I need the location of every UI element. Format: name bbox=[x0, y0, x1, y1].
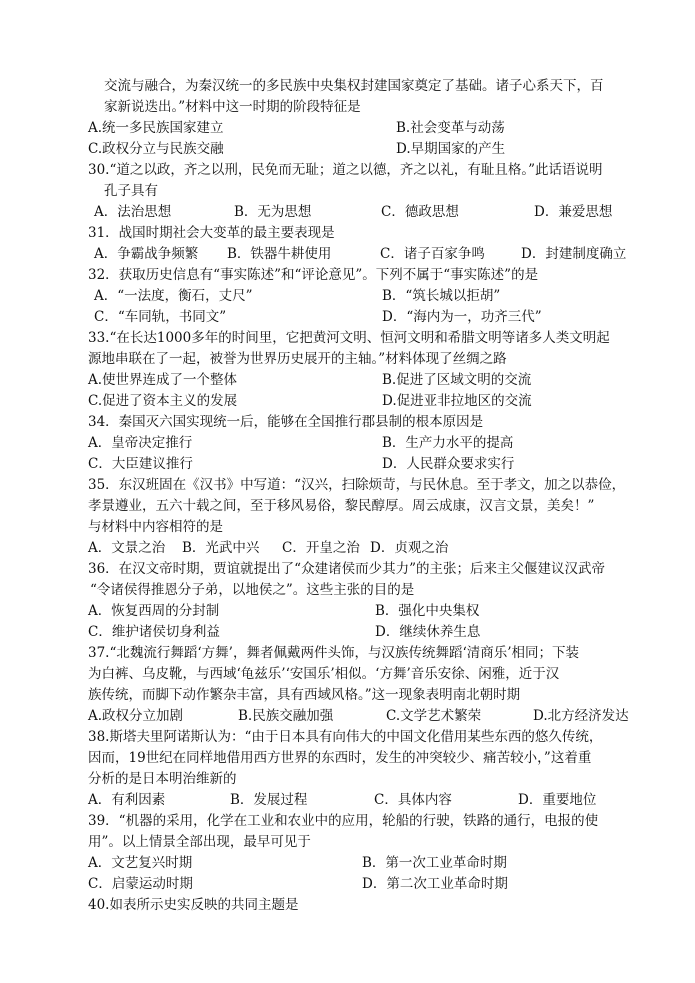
option-c: C.促进了资本主义的发展 bbox=[88, 393, 238, 409]
option-d: D．人民群众要求实行 bbox=[382, 456, 515, 472]
option-c: C.文学艺术繁荣 bbox=[386, 708, 482, 724]
option-b: B．发展过程 bbox=[230, 792, 308, 808]
option-a: A．争霸战争频繁 bbox=[94, 246, 199, 262]
option-b: B.社会变革与动荡 bbox=[396, 120, 505, 136]
question-36-stem: 36．在汉文帝时期，贾谊就提出了“众建诸侯而少其力”的主张；后来主父偃建议汉武帝 bbox=[88, 561, 605, 577]
option-a: A．有利因素 bbox=[88, 792, 166, 808]
option-d: D．“海内为一，功齐三代” bbox=[382, 309, 542, 325]
option-c: C．诸子百家争鸣 bbox=[380, 246, 485, 262]
question-34-stem: 34．秦国灭六国实现统一后，能够在全国推行郡县制的根本原因是 bbox=[88, 414, 484, 430]
question-31-stem: 31．战国时期社会大变革的最主要表现是 bbox=[88, 225, 335, 241]
option-b: B.促进了区域文明的交流 bbox=[382, 372, 532, 388]
question-37-stem: 族传统，而脚下动作繁杂丰富，具有西域风格。”这一现象表明南北朝时期 bbox=[88, 687, 521, 703]
question-text-line: 交流与融合，为秦汉统一的多民族中央集权封建国家奠定了基础。诸子心系天下，百 bbox=[104, 78, 604, 94]
option-a: A．“一法度，衡石，丈尺” bbox=[94, 288, 253, 304]
option-b: B．生产力水平的提高 bbox=[382, 435, 514, 451]
option-b: B．铁器牛耕使用 bbox=[227, 246, 332, 262]
question-35-stem: 孝景遵业，五六十载之间，至于移风易俗，黎民醇厚。周云成康，汉言文景，美矣！” bbox=[88, 498, 595, 514]
question-30-stem: 30.“道之以政，齐之以刑，民免而无耻；道之以德，齐之以礼，有耻且格。”此话语说明 bbox=[88, 162, 603, 178]
question-37-stem: 37.“北魏流行舞蹈‘方舞’，舞者佩戴两件头饰，与汉族传统舞蹈‘清商乐’相同；下装 bbox=[88, 645, 580, 661]
question-38-stem: 38.斯塔夫里阿诺斯认为：“由于日本具有向伟大的中国文化借用某些东西的悠久传统， bbox=[88, 729, 603, 745]
option-d: D．重要地位 bbox=[518, 792, 597, 808]
option-d: D．贞观之治 bbox=[370, 540, 449, 556]
option-c: C．德政思想 bbox=[381, 204, 459, 220]
option-a: A．文景之治 bbox=[88, 540, 166, 556]
question-36-stem: “令诸侯得推恩分子弟，以地侯之”。这些主张的目的是 bbox=[90, 582, 415, 598]
question-39-stem: 用”。以上情景全部出现，最早可见于 bbox=[88, 834, 311, 850]
question-37-stem: 为白裤、乌皮靴，与西域‘龟兹乐’‘安国乐’相似。‘方舞’音乐安徐、闲雅，近于汉 bbox=[88, 666, 560, 682]
question-33-stem: 33.“在长达1000多年的时间里，它把黄河文明、恒河文明和希腊文明等诸多人类文明起 bbox=[88, 330, 610, 346]
option-a: A.统一多民族国家建立 bbox=[88, 120, 224, 136]
option-c: C．启蒙运动时期 bbox=[88, 876, 193, 892]
option-d: D.早期国家的产生 bbox=[396, 141, 506, 157]
option-b: B.民族交融加强 bbox=[238, 708, 334, 724]
option-c: C．“车同轨，书同文” bbox=[94, 309, 227, 325]
option-c: C．维护诸侯切身利益 bbox=[88, 624, 220, 640]
question-text-line: 家新说迭出。”材料中这一时期的阶段特征是 bbox=[104, 99, 361, 115]
question-33-stem: 源地串联在了一起，被誉为世界历史展开的主轴。”材料体现了丝绸之路 bbox=[88, 351, 507, 367]
option-c: C．大臣建议推行 bbox=[88, 456, 193, 472]
option-d: D．兼爱思想 bbox=[534, 204, 613, 220]
option-d: D.促进亚非拉地区的交流 bbox=[382, 393, 532, 409]
question-40-stem: 40.如表所示史实反映的共同主题是 bbox=[88, 897, 299, 913]
option-a: A.政权分立加剧 bbox=[88, 708, 184, 724]
question-30-stem: 孔子具有 bbox=[104, 183, 158, 199]
option-b: B．“筑长城以拒胡” bbox=[382, 288, 501, 304]
option-c: C.政权分立与民族交融 bbox=[88, 141, 224, 157]
option-b: B．第一次工业革命时期 bbox=[362, 855, 507, 871]
option-d: D.北方经济发达 bbox=[533, 708, 629, 724]
option-b: B．光武中兴 bbox=[182, 540, 260, 556]
option-d: D．封建制度确立 bbox=[521, 246, 627, 262]
option-d: D．继续休养生息 bbox=[375, 624, 481, 640]
question-38-stem: 分析的是日本明治维新的 bbox=[88, 771, 237, 787]
question-32-stem: 32．获取历史信息有“事实陈述”和“评论意见”。下列不属于“事实陈述”的是 bbox=[88, 267, 539, 283]
option-a: A．皇帝决定推行 bbox=[88, 435, 193, 451]
option-c: C．具体内容 bbox=[374, 792, 452, 808]
option-b: B．强化中央集权 bbox=[375, 603, 480, 619]
question-38-stem: 因而，19世纪在同样地借用西方世界的东西时，发生的冲突较少、痛苦较小，”这着重 bbox=[88, 750, 592, 766]
option-d: D．第二次工业革命时期 bbox=[362, 876, 508, 892]
option-a: A．恢复西周的分封制 bbox=[88, 603, 220, 619]
question-35-stem: 与材料中内容相符的是 bbox=[88, 519, 223, 535]
option-a: A.使世界连成了一个整体 bbox=[88, 372, 238, 388]
option-b: B．无为思想 bbox=[234, 204, 312, 220]
option-c: C．开皇之治 bbox=[282, 540, 360, 556]
option-a: A．文艺复兴时期 bbox=[88, 855, 193, 871]
option-a: A．法治思想 bbox=[94, 204, 172, 220]
question-39-stem: 39．“机器的采用，化学在工业和农业中的应用，轮船的行驶，铁路的通行，电报的使 bbox=[88, 813, 599, 829]
question-35-stem: 35．东汉班固在《汉书》中写道：“汉兴，扫除烦苛，与民休息。至于孝文，加之以恭俭， bbox=[88, 477, 626, 493]
